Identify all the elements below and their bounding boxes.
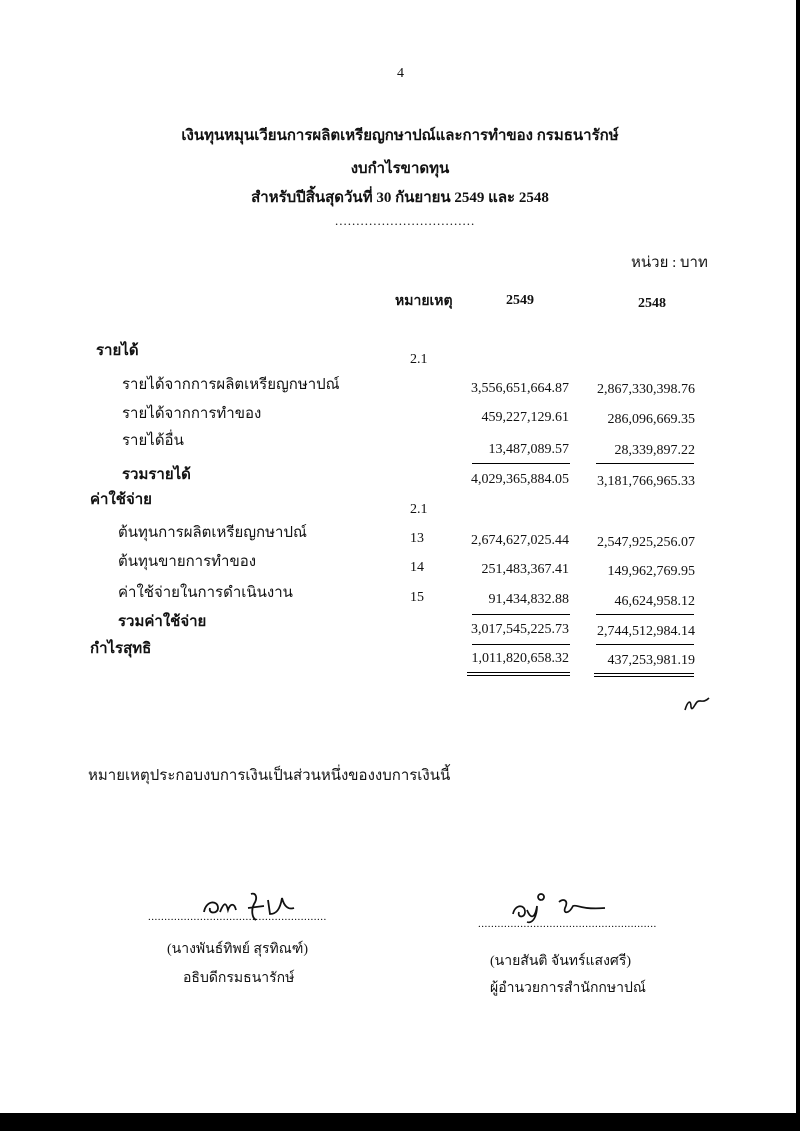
page-border — [0, 1113, 800, 1131]
section-revenue-note: 2.1 — [410, 352, 428, 367]
row-label: กำไรสุทธิ — [90, 641, 152, 657]
value-2549: 4,029,365,884.05 — [471, 472, 569, 487]
value-2549: 459,227,129.61 — [481, 410, 569, 425]
value-2548: 2,547,925,256.07 — [597, 535, 695, 550]
row-label: รายได้จากการทำของ — [122, 406, 262, 422]
column-header-note: หมายเหตุ — [395, 294, 453, 309]
row-label: รวมค่าใช้จ่าย — [118, 614, 207, 630]
value-2549: 251,483,367.41 — [481, 562, 569, 577]
double-underline — [467, 675, 570, 676]
unit-label: หน่วย : บาท — [631, 255, 708, 271]
page-number: 4 — [397, 66, 404, 81]
value-2548: 28,339,897.22 — [614, 443, 695, 458]
value-2549: 91,434,832.88 — [488, 592, 569, 607]
signer-name-left: (นางพันธ์ทิพย์ สุรทิณฑ์) — [167, 942, 308, 957]
value-2549: 1,011,820,658.32 — [471, 651, 569, 666]
value-2548: 46,624,958.12 — [614, 594, 695, 609]
value-2548: 3,181,766,965.33 — [597, 474, 695, 489]
row-label: ต้นทุนขายการทำของ — [118, 554, 257, 570]
signature-line-left: ....................................................... — [148, 911, 327, 923]
row-label: รายได้อื่น — [122, 433, 184, 449]
subtotal-rule — [472, 463, 570, 464]
section-revenue-label: รายได้ — [96, 343, 139, 359]
row-label: ต้นทุนการผลิตเหรียญกษาปณ์ — [118, 525, 307, 541]
subtotal-rule — [596, 644, 694, 645]
row-note: 13 — [410, 531, 424, 546]
value-2549: 13,487,089.57 — [488, 442, 569, 457]
statement-period: สำหรับปีสิ้นสุดวันที่ 30 กันยายน 2549 และ 2548 — [251, 190, 549, 206]
title-divider: ................................. — [335, 213, 476, 228]
subtotal-rule — [596, 614, 694, 615]
signer-name-right: (นายสันติ จันทร์แสงศรี) — [490, 954, 631, 969]
value-2548: 2,744,512,984.14 — [597, 624, 695, 639]
row-note: 15 — [410, 590, 424, 605]
subtotal-rule — [472, 644, 570, 645]
column-header-2548: 2548 — [638, 296, 666, 311]
value-2548: 2,867,330,398.76 — [597, 382, 695, 397]
double-underline — [467, 672, 570, 673]
section-expenses-note: 2.1 — [410, 502, 428, 517]
value-2548: 286,096,669.35 — [607, 412, 695, 427]
row-label: รวมรายได้ — [122, 467, 191, 483]
value-2549: 3,556,651,664.87 — [471, 381, 569, 396]
footer-note: หมายเหตุประกอบงบการเงินเป็นส่วนหนึ่งของงบการเงินนี้ — [88, 768, 451, 784]
statement-title: งบกำไรขาดทุน — [350, 161, 450, 177]
initial-mark — [682, 692, 712, 716]
signer-title-right: ผู้อำนวยการสำนักกษาปณ์ — [490, 981, 646, 996]
value-2549: 3,017,545,225.73 — [471, 622, 569, 637]
value-2548: 149,962,769.95 — [607, 564, 695, 579]
subtotal-rule — [596, 463, 694, 464]
row-label: รายได้จากการผลิตเหรียญกษาปณ์ — [122, 377, 340, 393]
row-note: 14 — [410, 560, 424, 575]
section-expenses-label: ค่าใช้จ่าย — [90, 492, 152, 508]
row-label: ค่าใช้จ่ายในการดำเนินงาน — [118, 585, 293, 601]
document-title: เงินทุนหมุนเวียนการผลิตเหรียญกษาปณ์และการทำของ กรมธนารักษ์ — [181, 128, 619, 144]
value-2549: 2,674,627,025.44 — [471, 533, 569, 548]
value-2548: 437,253,981.19 — [607, 653, 695, 668]
signature-line-right: ....................................................... — [478, 918, 657, 930]
subtotal-rule — [472, 614, 570, 615]
signer-title-left: อธิบดีกรมธนารักษ์ — [183, 971, 295, 986]
column-header-2549: 2549 — [506, 293, 534, 308]
double-underline — [594, 676, 694, 677]
double-underline — [594, 673, 694, 674]
